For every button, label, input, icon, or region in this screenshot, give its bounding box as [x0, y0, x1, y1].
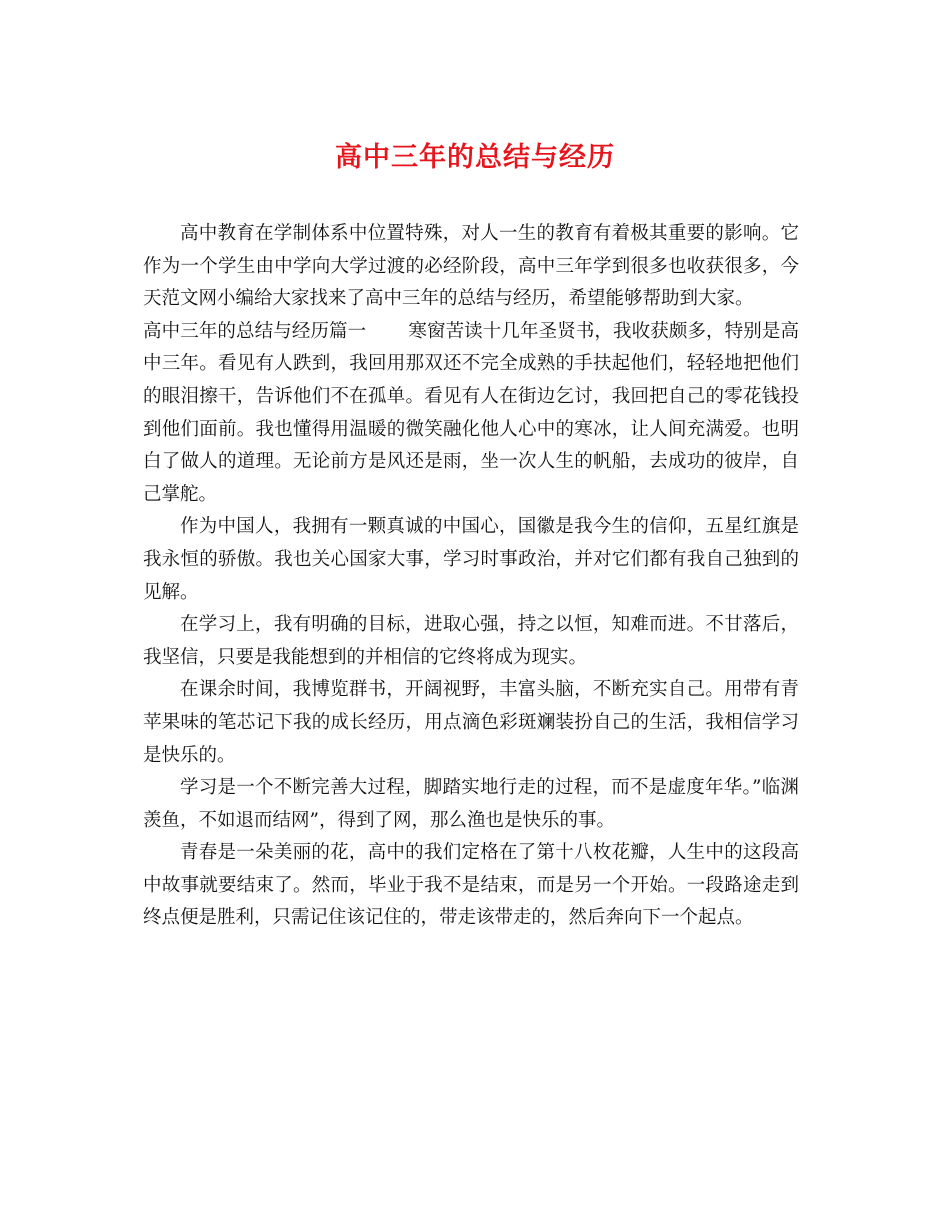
body-paragraph: 青春是一朵美丽的花，高中的我们定格在了第十八枚花瓣，人生中的这段高中故事就要结束了。然而，毕业于我不是结束，而是另一个开始。一段路途走到终点便是胜利，只需记住该记住的，带走该带走的，然后奔向下一个起点。: [143, 842, 799, 929]
body-paragraph: 作为中国人，我拥有一颗真诚的中国心，国徽是我今生的信仰，五星红旗是我永恒的骄傲。我也关心国家大事，学习时事政治，并对它们都有我自己独到的见解。: [143, 516, 799, 603]
body-paragraph: 在课余时间，我博览群书，开阔视野，丰富头脑，不断充实自己。用带有青苹果味的笔芯记下我的成长经历，用点滴色彩斑斓装扮自己的生活，我相信学习是快乐的。: [143, 679, 799, 766]
intro-paragraph: 高中教育在学制体系中位置特殊，对人一生的教育有着极其重要的影响。它作为一个学生由中学向大学过渡的必经阶段，高中三年学到很多也收获很多，今天范文网小编给大家找来了高中三年的总结与经历，希望能够帮助到大家。: [143, 223, 799, 310]
section-heading: 高中三年的总结与经历篇一: [143, 320, 367, 342]
section-first-text: 寒窗苦读十几年圣贤书，我收获颇多，特别是高中三年。看见有人跌到，我回用那双还不完全成熟的手扶起他们，轻轻地把他们的眼泪擦干，告诉他们不在孤单。看见有人在街边乞讨，我回把自己的零花钱投到他们面前。我也懂得用温暖的微笑融化他人心中的寒冰，让人间充满爱。也明白了做人的道理。无论前方是风还是雨，坐一次人生的帆船，去成功的彼岸，自己掌舵。: [143, 320, 799, 505]
document-body: [143, 218, 799, 935]
body-paragraph: 在学习上，我有明确的目标，进取心强，持之以恒，知难而进。不甘落后，我坚信，只要是我能想到的并相信的它终将成为现实。: [143, 614, 799, 668]
section-first-paragraph: [143, 316, 799, 512]
body-paragraph: 学习是一个不断完善大过程，脚踏实地行走的过程，而不是虚度年华。”临渊羡鱼，不如退而结网”，得到了网，那么渔也是快乐的事。: [143, 777, 799, 831]
document-title: 高中三年的总结与经历: [335, 142, 615, 173]
